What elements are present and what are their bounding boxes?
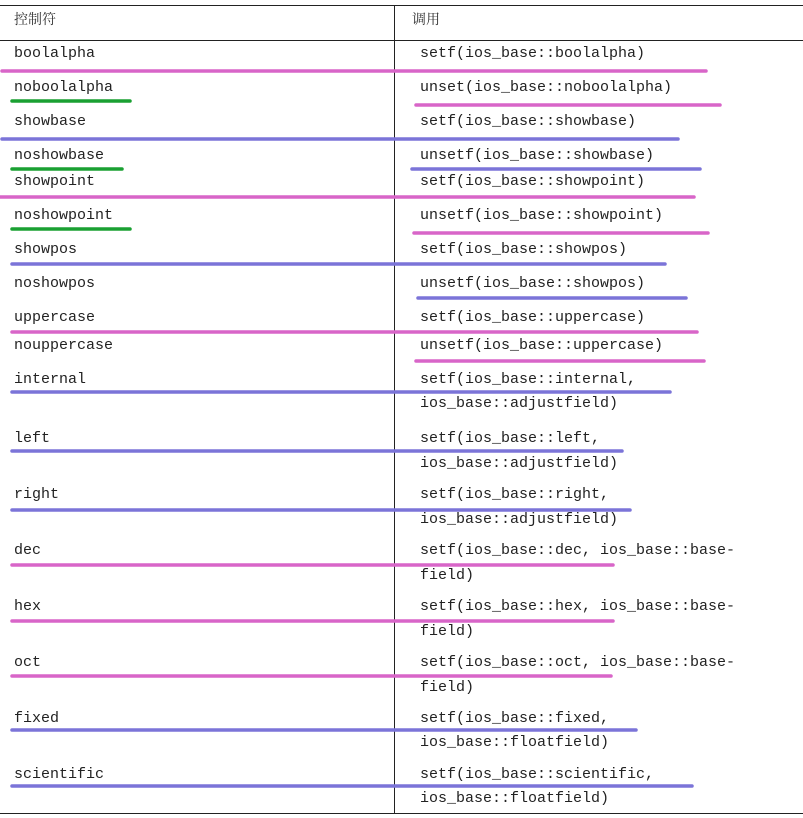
call-hex-line2: field) [420, 623, 475, 640]
manip-showpos: showpos [14, 241, 78, 258]
manip-fixed: fixed [14, 710, 60, 727]
manip-scientific: scientific [14, 766, 105, 783]
call-showpos: setf(ios_base::showpos) [420, 241, 628, 258]
header-manipulator: 控制符 [14, 12, 56, 28]
call-noshowpoint: unsetf(ios_base::showpoint) [420, 207, 664, 224]
manip-boolalpha: boolalpha [14, 45, 96, 62]
call-noshowpos: unsetf(ios_base::showpos) [420, 275, 646, 292]
call-hex-line1: setf(ios_base::hex, ios_base::base- [420, 598, 736, 615]
call-noshowbase: unsetf(ios_base::showbase) [420, 147, 655, 164]
call-internal-line1: setf(ios_base::internal, [420, 371, 637, 388]
manip-showbase: showbase [14, 113, 87, 130]
call-showpoint: setf(ios_base::showpoint) [420, 173, 646, 190]
call-boolalpha: setf(ios_base::boolalpha) [420, 45, 646, 62]
call-right-line1: setf(ios_base::right, [420, 486, 610, 503]
call-oct-line2: field) [420, 679, 475, 696]
call-noboolalpha: unset(ios_base::noboolalpha) [420, 79, 673, 96]
manip-uppercase: uppercase [14, 309, 96, 326]
call-nouppercase: unsetf(ios_base::uppercase) [420, 337, 664, 354]
call-scientific-line2: ios_base::floatfield) [420, 790, 610, 807]
call-dec-line1: setf(ios_base::dec, ios_base::base- [420, 542, 736, 559]
call-dec-line2: field) [420, 567, 475, 584]
call-fixed-line2: ios_base::floatfield) [420, 734, 610, 751]
manip-showpoint: showpoint [14, 173, 96, 190]
manip-noshowpos: noshowpos [14, 275, 96, 292]
header-call: 调用 [412, 12, 440, 28]
call-internal-line2: ios_base::adjustfield) [420, 395, 619, 412]
call-scientific-line1: setf(ios_base::scientific, [420, 766, 655, 783]
manip-oct: oct [14, 654, 42, 671]
call-oct-line1: setf(ios_base::oct, ios_base::base- [420, 654, 736, 671]
call-right-line2: ios_base::adjustfield) [420, 511, 619, 528]
call-showbase: setf(ios_base::showbase) [420, 113, 637, 130]
manip-noshowbase: noshowbase [14, 147, 105, 164]
call-uppercase: setf(ios_base::uppercase) [420, 309, 646, 326]
manip-internal: internal [14, 371, 87, 388]
manip-left: left [14, 430, 51, 447]
manip-dec: dec [14, 542, 42, 559]
call-fixed-line1: setf(ios_base::fixed, [420, 710, 610, 727]
manip-noboolalpha: noboolalpha [14, 79, 114, 96]
manip-right: right [14, 486, 60, 503]
manip-nouppercase: nouppercase [14, 337, 114, 354]
manip-noshowpoint: noshowpoint [14, 207, 114, 224]
manip-hex: hex [14, 598, 42, 615]
call-left-line2: ios_base::adjustfield) [420, 455, 619, 472]
call-left-line1: setf(ios_base::left, [420, 430, 601, 447]
